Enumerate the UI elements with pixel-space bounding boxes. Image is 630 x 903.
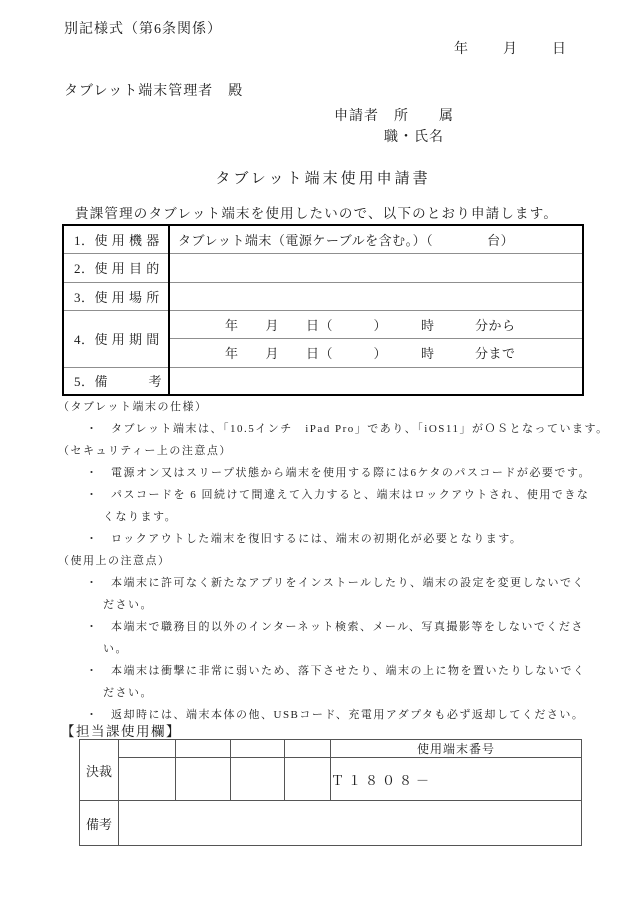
date-year-label: 年 xyxy=(454,42,468,57)
note-usage-bullet-1-line2: ださい。 xyxy=(103,599,153,611)
row-label-period: 4．使 用 期 間 xyxy=(63,310,169,367)
row-value-period-to: 年 月 日（ ） 時 分まで xyxy=(169,338,583,367)
device-number-header: 使用端末番号 xyxy=(331,740,582,758)
note-security-bullet-3: ・ ロックアウトした端末を復旧するには、端末の初期化が必要となります。 xyxy=(86,533,523,545)
note-spec-bullet-1: ・ タブレット端末は、「10.5インチ iPad Pro」であり、「iOS11」がＯＳとなっています。 xyxy=(86,423,609,435)
approval-stamp-cell xyxy=(285,758,331,801)
note-security-bullet-2-line2: くなります。 xyxy=(103,511,178,523)
row-label-purpose: 2．使 用 目 的 xyxy=(63,253,169,282)
form-number: 別記様式（第6条関係） xyxy=(64,22,222,37)
application-table xyxy=(62,224,584,396)
date-day-label: 日 xyxy=(552,42,566,57)
row-value-device: タブレット端末（電源ケーブルを含む。）（ 台） xyxy=(169,225,583,253)
addressee: タブレット端末管理者 殿 xyxy=(64,84,244,99)
note-usage-bullet-2-line2: い。 xyxy=(103,643,128,655)
approval-stamp-cell xyxy=(231,758,285,801)
date-month-label: 月 xyxy=(503,42,517,57)
note-security-bullet-2-line1: ・ パスコードを 6 回続けて間違えて入力すると、端末はロックアウトされ、使用できな xyxy=(86,489,590,501)
note-heading-usage: （使用上の注意点） xyxy=(58,555,171,567)
device-number-value: Ｔ１８０８－ xyxy=(331,758,582,801)
applicant-affiliation-label: 申請者 所 属 xyxy=(334,109,454,124)
remarks-label: 備考 xyxy=(80,801,119,846)
note-usage-bullet-3-line2: ださい。 xyxy=(103,687,153,699)
note-security-bullet-1: ・ 電源オン又はスリープ状態から端末を使用する際には6ケタのパスコードが必要です。 xyxy=(86,467,592,479)
note-heading-security: （セキュリティー上の注意点） xyxy=(58,445,232,457)
admin-section-title: 【担当課使用欄】 xyxy=(61,724,181,739)
row-value-place xyxy=(169,282,583,310)
row-label-device: 1．使 用 機 器 xyxy=(63,225,169,253)
approval-stamp-box xyxy=(176,740,231,758)
row-label-place: 3．使 用 場 所 xyxy=(63,282,169,310)
note-usage-bullet-4: ・ 返却時には、端末本体の他、USBコード、充電用アダプタも必ず返却してください。 xyxy=(86,709,585,721)
row-label-remarks: 5．備 考 xyxy=(63,367,169,395)
page-title: タブレット端末使用申請書 xyxy=(215,171,431,187)
note-heading-spec: （タブレット端末の仕様） xyxy=(58,401,208,413)
row-value-period-from: 年 月 日（ ） 時 分から xyxy=(169,310,583,338)
approval-label: 決裁 xyxy=(80,740,119,801)
date-line xyxy=(454,38,566,58)
applicant-name-label: 職・氏名 xyxy=(384,130,444,145)
approval-stamp-box xyxy=(231,740,285,758)
approval-stamp-box xyxy=(119,740,176,758)
approval-stamp-cell xyxy=(119,758,176,801)
note-usage-bullet-2-line1: ・ 本端末で職務目的以外のインターネット検索、メール、写真撮影等をしないでくださ xyxy=(86,621,584,633)
admin-approval-table xyxy=(79,739,582,846)
note-usage-bullet-3-line1: ・ 本端末は衝撃に非常に弱いため、落下させたり、端末の上に物を置いたりしないでく xyxy=(86,665,586,677)
note-usage-bullet-1-line1: ・ 本端末に許可なく新たなアプリをインストールしたり、端末の設定を変更しないでく xyxy=(86,577,586,589)
approval-stamp-box xyxy=(285,740,331,758)
row-value-remarks xyxy=(169,367,583,395)
approval-stamp-cell xyxy=(176,758,231,801)
notes-section xyxy=(0,396,630,726)
remarks-value-cell xyxy=(119,801,582,846)
intro-sentence: 貴課管理のタブレット端末を使用したいので、以下のとおり申請します。 xyxy=(75,206,559,221)
row-value-purpose xyxy=(169,253,583,282)
